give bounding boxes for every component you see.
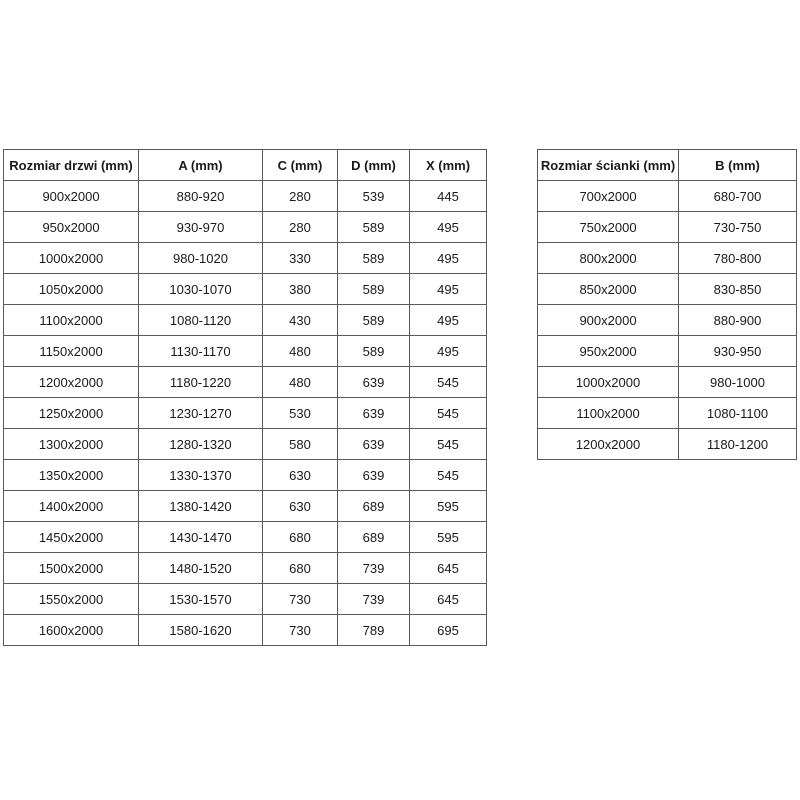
table-cell: 1000x2000 [4, 243, 139, 274]
table-cell: 850x2000 [538, 274, 679, 305]
table-cell: 630 [263, 491, 338, 522]
table-cell: 680-700 [679, 181, 797, 212]
table-cell: 780-800 [679, 243, 797, 274]
column-header: D (mm) [338, 150, 410, 181]
table-cell: 789 [338, 615, 410, 646]
wall-sizes-table [537, 149, 797, 460]
table-cell: 430 [263, 305, 338, 336]
table-row [4, 181, 487, 212]
table-row [4, 212, 487, 243]
table-cell: 545 [410, 398, 487, 429]
table-row [538, 274, 797, 305]
table-cell: 680 [263, 522, 338, 553]
table-cell: 680 [263, 553, 338, 584]
table-cell: 595 [410, 522, 487, 553]
table-cell: 639 [338, 429, 410, 460]
column-header: Rozmiar drzwi (mm) [4, 150, 139, 181]
table-cell: 830-850 [679, 274, 797, 305]
table-cell: 880-920 [139, 181, 263, 212]
table-cell: 1100x2000 [538, 398, 679, 429]
table-cell: 330 [263, 243, 338, 274]
table-cell: 730-750 [679, 212, 797, 243]
table-row [4, 584, 487, 615]
table-cell: 730 [263, 615, 338, 646]
table-cell: 1000x2000 [538, 367, 679, 398]
table-cell: 639 [338, 398, 410, 429]
table-cell: 1230-1270 [139, 398, 263, 429]
door-sizes-table-body [4, 181, 487, 646]
table-row [538, 429, 797, 460]
table-cell: 1400x2000 [4, 491, 139, 522]
table-cell: 900x2000 [538, 305, 679, 336]
table-cell: 530 [263, 398, 338, 429]
table-row [4, 398, 487, 429]
table-cell: 1130-1170 [139, 336, 263, 367]
table-cell: 589 [338, 212, 410, 243]
table-row [538, 212, 797, 243]
table-cell: 380 [263, 274, 338, 305]
table-cell: 1250x2000 [4, 398, 139, 429]
table-cell: 1580-1620 [139, 615, 263, 646]
table-cell: 645 [410, 584, 487, 615]
table-row [538, 243, 797, 274]
table-cell: 495 [410, 243, 487, 274]
table-cell: 950x2000 [4, 212, 139, 243]
table-cell: 880-900 [679, 305, 797, 336]
table-row [538, 367, 797, 398]
table-cell: 1180-1220 [139, 367, 263, 398]
table-cell: 1500x2000 [4, 553, 139, 584]
table-cell: 1600x2000 [4, 615, 139, 646]
table-cell: 1530-1570 [139, 584, 263, 615]
header-row [4, 150, 487, 181]
table-cell: 495 [410, 212, 487, 243]
table-cell: 545 [410, 460, 487, 491]
table-cell: 1380-1420 [139, 491, 263, 522]
header-row [538, 150, 797, 181]
table-cell: 639 [338, 460, 410, 491]
table-cell: 689 [338, 522, 410, 553]
table-cell: 1100x2000 [4, 305, 139, 336]
table-cell: 630 [263, 460, 338, 491]
table-cell: 639 [338, 367, 410, 398]
table-cell: 750x2000 [538, 212, 679, 243]
wall-sizes-table-header [538, 150, 797, 181]
door-sizes-table [3, 149, 487, 646]
table-cell: 1450x2000 [4, 522, 139, 553]
table-cell: 495 [410, 305, 487, 336]
table-cell: 545 [410, 367, 487, 398]
column-header: Rozmiar ścianki (mm) [538, 150, 679, 181]
table-row [4, 553, 487, 584]
table-row [4, 274, 487, 305]
table-cell: 495 [410, 274, 487, 305]
table-cell: 730 [263, 584, 338, 615]
table-cell: 1200x2000 [538, 429, 679, 460]
table-row [4, 615, 487, 646]
table-row [4, 460, 487, 491]
table-row [4, 522, 487, 553]
table-cell: 495 [410, 336, 487, 367]
table-cell: 280 [263, 181, 338, 212]
table-cell: 930-950 [679, 336, 797, 367]
table-cell: 1150x2000 [4, 336, 139, 367]
table-cell: 480 [263, 367, 338, 398]
wall-sizes-table-body [538, 181, 797, 460]
table-row [538, 181, 797, 212]
table-cell: 1480-1520 [139, 553, 263, 584]
table-cell: 589 [338, 336, 410, 367]
table-cell: 950x2000 [538, 336, 679, 367]
table-cell: 1080-1120 [139, 305, 263, 336]
table-cell: 589 [338, 274, 410, 305]
table-row [4, 243, 487, 274]
table-cell: 1330-1370 [139, 460, 263, 491]
table-cell: 645 [410, 553, 487, 584]
table-cell: 1430-1470 [139, 522, 263, 553]
column-header: B (mm) [679, 150, 797, 181]
table-cell: 1550x2000 [4, 584, 139, 615]
table-cell: 1180-1200 [679, 429, 797, 460]
table-row [538, 398, 797, 429]
table-cell: 689 [338, 491, 410, 522]
table-cell: 1080-1100 [679, 398, 797, 429]
table-cell: 1050x2000 [4, 274, 139, 305]
table-row [538, 336, 797, 367]
table-row [4, 336, 487, 367]
table-row [4, 491, 487, 522]
table-cell: 595 [410, 491, 487, 522]
door-sizes-table-header [4, 150, 487, 181]
table-cell: 739 [338, 584, 410, 615]
table-row [4, 429, 487, 460]
table-cell: 739 [338, 553, 410, 584]
table-cell: 1300x2000 [4, 429, 139, 460]
table-cell: 1280-1320 [139, 429, 263, 460]
table-row [4, 305, 487, 336]
column-header: X (mm) [410, 150, 487, 181]
column-header: C (mm) [263, 150, 338, 181]
table-cell: 1030-1070 [139, 274, 263, 305]
table-cell: 930-970 [139, 212, 263, 243]
column-header: A (mm) [139, 150, 263, 181]
table-cell: 445 [410, 181, 487, 212]
table-cell: 480 [263, 336, 338, 367]
table-cell: 700x2000 [538, 181, 679, 212]
table-row [538, 305, 797, 336]
table-row [4, 367, 487, 398]
table-cell: 539 [338, 181, 410, 212]
table-cell: 695 [410, 615, 487, 646]
table-cell: 589 [338, 305, 410, 336]
table-cell: 900x2000 [4, 181, 139, 212]
table-cell: 580 [263, 429, 338, 460]
table-cell: 280 [263, 212, 338, 243]
table-cell: 589 [338, 243, 410, 274]
table-cell: 545 [410, 429, 487, 460]
table-cell: 1200x2000 [4, 367, 139, 398]
table-cell: 980-1020 [139, 243, 263, 274]
table-cell: 1350x2000 [4, 460, 139, 491]
table-cell: 980-1000 [679, 367, 797, 398]
table-cell: 800x2000 [538, 243, 679, 274]
